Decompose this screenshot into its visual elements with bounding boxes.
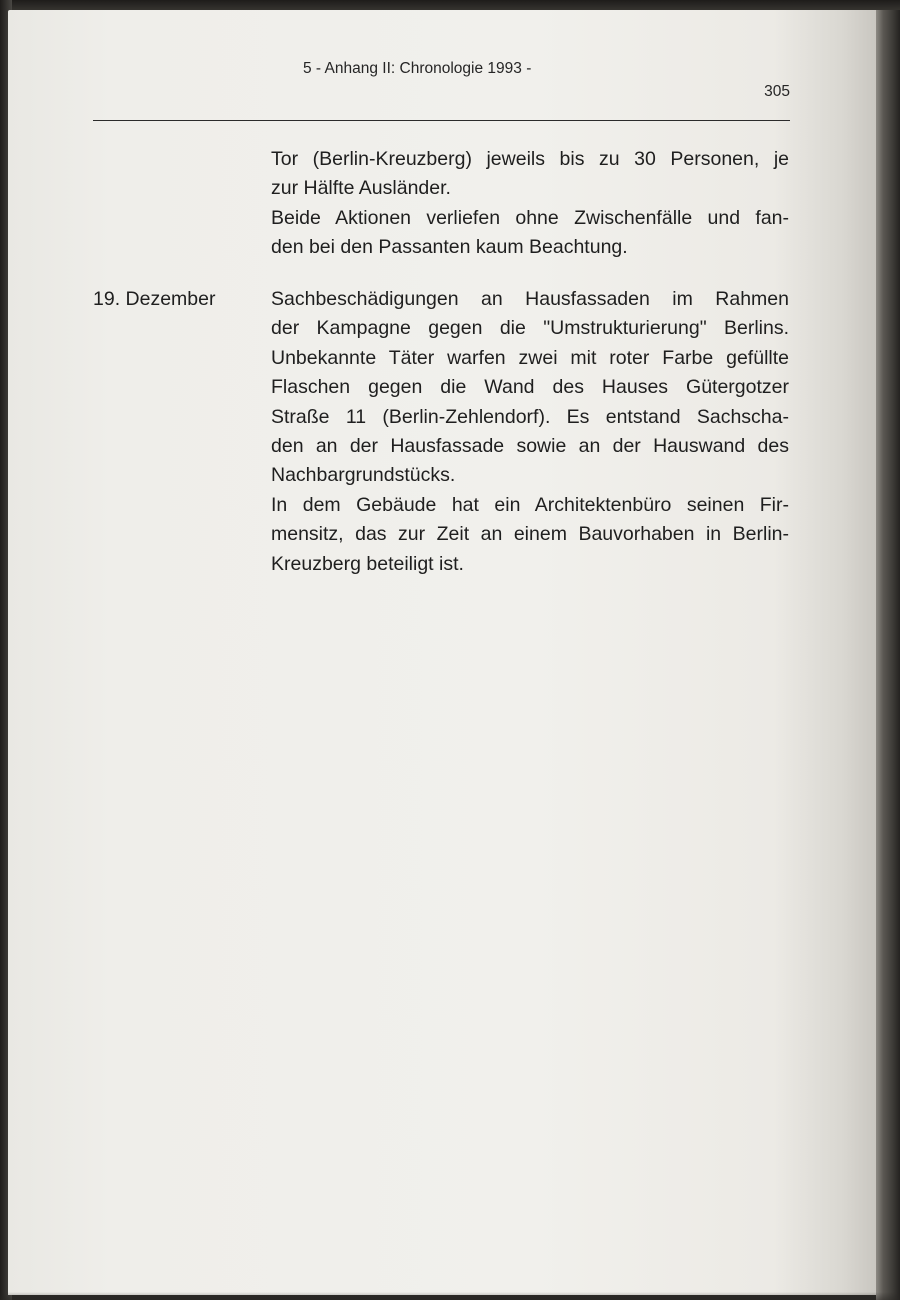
text-line: Tor (Berlin-Kreuzberg) jeweils bis zu 30 Personen, je bbox=[271, 148, 789, 170]
entry-date: 19. Dezember bbox=[93, 288, 216, 310]
running-head: 5 - Anhang II: Chronologie 1993 - bbox=[303, 60, 532, 77]
text-line: Sachbeschädigungen an Hausfassaden im Rahmen bbox=[271, 288, 789, 310]
text-line: Unbekannte Täter warfen zwei mit roter Farbe gefüllte bbox=[271, 346, 789, 369]
text-line: der Kampagne gegen die "Umstrukturierung" Berlins. bbox=[271, 317, 789, 340]
text-line: mensitz, das zur Zeit an einem Bauvorhaben in Berlin- bbox=[271, 523, 789, 546]
page-number: 305 bbox=[764, 83, 790, 100]
text-line: In dem Gebäude hat ein Architektenbüro seinen Fir- bbox=[271, 493, 789, 516]
scan-bottom-edge bbox=[0, 1292, 900, 1300]
text-line: den an der Hausfassade sowie an der Hauswand des bbox=[271, 435, 789, 458]
text-line: Nachbargrundstücks. bbox=[271, 464, 456, 487]
text-line: zur Hälfte Ausländer. bbox=[271, 177, 451, 200]
text-line: Flaschen gegen die Wand des Hauses Gütergotzer bbox=[271, 376, 789, 399]
text-line: den bei den Passanten kaum Beachtung. bbox=[271, 236, 628, 259]
text-line: Kreuzberg beteiligt ist. bbox=[271, 552, 464, 575]
entry-paragraph bbox=[271, 285, 789, 579]
continuation-paragraph bbox=[271, 145, 789, 263]
text-line: Beide Aktionen verliefen ohne Zwischenfälle und fan- bbox=[271, 206, 789, 229]
header-rule bbox=[93, 120, 790, 121]
book-spine-shadow bbox=[876, 10, 900, 1300]
text-line: Straße 11 (Berlin-Zehlendorf). Es entstand Sachscha- bbox=[271, 405, 789, 428]
